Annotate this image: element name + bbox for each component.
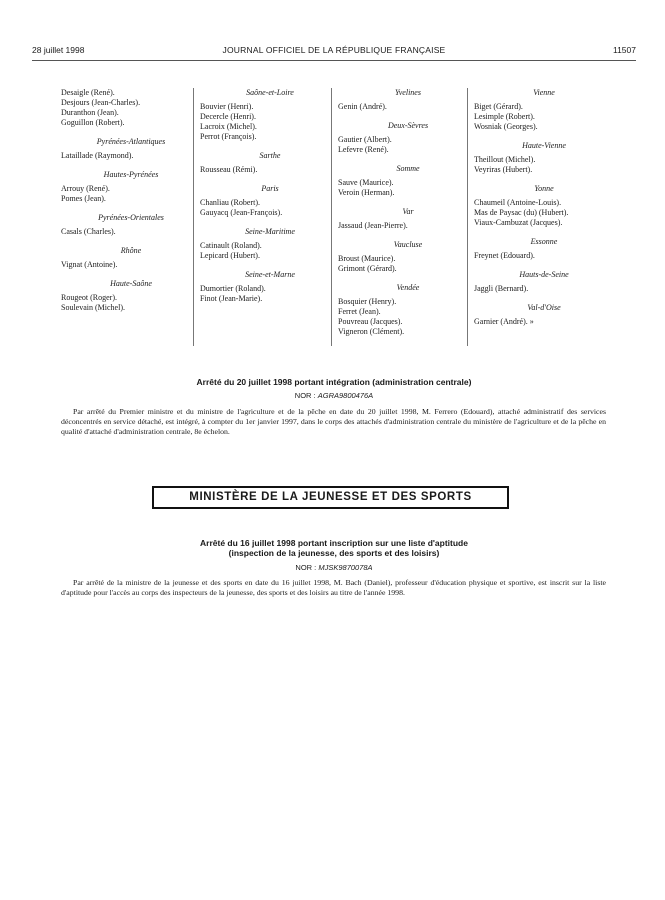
issue-date: 28 juillet 1998 (32, 45, 85, 55)
region-group (61, 279, 201, 313)
region-heading: Saône-et-Loire (246, 88, 294, 97)
person-name: Lefevre (René). (338, 145, 389, 154)
region-group (200, 151, 340, 175)
person-name: Pouvreau (Jacques). (338, 317, 403, 326)
region-heading: Vaucluse (393, 240, 423, 249)
person-name: Ferret (Jean). (338, 307, 381, 316)
person-name: Pomes (Jean). (61, 194, 106, 203)
arrete-title (32, 538, 636, 558)
region-group (200, 88, 340, 142)
region-heading: Somme (396, 164, 420, 173)
person-name: Duranthon (Jean). (61, 108, 119, 117)
region-heading: Seine-Maritime (245, 227, 295, 236)
header-rule (32, 60, 636, 61)
person-name: Freynet (Edouard). (474, 251, 535, 260)
person-name: Lepicard (Hubert). (200, 251, 260, 260)
person-name: Veroin (Herman). (338, 188, 395, 197)
region-heading: Vienne (533, 88, 555, 97)
region-group (338, 88, 478, 112)
person-name: Wosniak (Georges). (474, 122, 538, 131)
nor-code: AGRA9800476A (317, 391, 374, 400)
name-list-columns (32, 88, 636, 346)
name-column (338, 88, 478, 346)
name-column (474, 88, 614, 336)
region-group (61, 137, 201, 161)
region-heading: Paris (261, 184, 279, 193)
arrete-body: Par arrêté du Premier ministre et du ministre de l'agriculture et de la pêche en date du 20 juillet 1998, M. Ferrero (Edouard), attaché administratif des services déconcentrés en service détaché, est intégré, à compter du 1er janvier 1997, dans le corps des attachés d'administration centrale du ministère de l'agriculture et de la pêche en qualité d'attaché d'administration centrale, 8e échelon. (61, 407, 606, 436)
region-heading: Pyrénées-Orientales (98, 213, 164, 222)
region-heading: Rhône (120, 246, 142, 255)
person-name: Vignat (Antoine). (61, 260, 118, 269)
person-name: Dumortier (Roland). (200, 284, 266, 293)
page-header (32, 45, 636, 59)
page-number: 11507 (612, 45, 636, 55)
region-heading: Haute-Saône (110, 279, 152, 288)
arrete-title: Arrêté du 20 juillet 1998 portant intégration (administration centrale) (196, 377, 472, 387)
person-name: Decercle (Henri). (200, 112, 256, 121)
ministry-title: MINISTÈRE DE LA JEUNESSE ET DES SPORTS (189, 491, 472, 503)
arrete-title-line: (inspection de la jeunesse, des sports et des loisirs) (228, 548, 440, 558)
person-name: Rousseau (Rémi). (200, 165, 258, 174)
person-name: Jaggli (Bernard). (474, 284, 529, 293)
region-heading: Vendée (396, 283, 420, 292)
region-heading: Essonne (530, 237, 558, 246)
region-heading: Yonne (534, 184, 554, 193)
region-group (474, 303, 614, 327)
person-name: Mas de Paysac (du) (Hubert). (474, 208, 569, 217)
person-name: Veyriras (Hubert). (474, 165, 533, 174)
journal-title: JOURNAL OFFICIEL DE LA RÉPUBLIQUE FRANÇAISE (222, 45, 446, 55)
region-heading: Deux-Sèvres (387, 121, 429, 130)
region-group (61, 88, 201, 128)
person-name: Goguillon (Robert). (61, 118, 125, 127)
person-name: Broust (Maurice). (338, 254, 396, 263)
person-name: Catinault (Roland). (200, 241, 262, 250)
region-group (61, 170, 201, 204)
region-group (200, 184, 340, 218)
region-group (474, 184, 614, 228)
region-heading: Hauts-de-Seine (519, 270, 569, 279)
region-group (200, 270, 340, 304)
region-group (200, 227, 340, 261)
region-group (474, 88, 614, 132)
nor-reference (32, 391, 636, 400)
person-name: Perrot (François). (200, 132, 257, 141)
region-group (474, 141, 614, 175)
person-name: Viaux-Cambuzat (Jacques). (474, 218, 563, 227)
person-name: Bosquier (Henry). (338, 297, 397, 306)
person-name: Bouvier (Henri). (200, 102, 254, 111)
person-name: Sauve (Maurice). (338, 178, 394, 187)
person-name: Biget (Gérard). (474, 102, 523, 111)
region-group (61, 213, 201, 237)
nor-label: NOR : (294, 391, 316, 400)
ministry-banner (152, 486, 509, 509)
name-column (61, 88, 201, 322)
person-name: Gautier (Albert). (338, 135, 392, 144)
person-name: Desjours (Jean-Charles). (61, 98, 141, 107)
region-heading: Yvelines (395, 88, 421, 97)
person-name: Lacroix (Michel). (200, 122, 257, 131)
arrete-title-line: Arrêté du 16 juillet 1998 portant inscription sur une liste d'aptitude (200, 538, 468, 548)
region-heading: Haute-Vienne (522, 141, 566, 150)
person-name: Finot (Jean-Marie). (200, 294, 263, 303)
region-heading: Hautes-Pyrénées (103, 170, 159, 179)
nor-label: NOR : (295, 563, 317, 572)
person-name: Jassaud (Jean-Pierre). (338, 221, 408, 230)
person-name: Chaumeil (Antoine-Louis). (474, 198, 562, 207)
region-group (474, 237, 614, 261)
person-name: Lesimple (Robert). (474, 112, 535, 121)
region-group (338, 121, 478, 155)
region-heading: Sarthe (259, 151, 281, 160)
region-group (61, 246, 201, 270)
region-heading: Seine-et-Marne (245, 270, 295, 279)
person-name: Rougeot (Roger). (61, 293, 117, 302)
nor-code: MJSK9870078A (318, 563, 373, 572)
person-name: Garnier (André). » (474, 317, 534, 326)
nor-reference (32, 563, 636, 572)
region-group (338, 240, 478, 274)
region-group (338, 283, 478, 337)
region-heading: Var (402, 207, 414, 216)
person-name: Casals (Charles). (61, 227, 116, 236)
person-name: Soulevain (Michel). (61, 303, 125, 312)
person-name: Desaigle (René). (61, 88, 115, 97)
person-name: Gauyacq (Jean-François). (200, 208, 283, 217)
person-name: Genin (André). (338, 102, 387, 111)
person-name: Vigneron (Clément). (338, 327, 405, 336)
region-group (474, 270, 614, 294)
arrete-body: Par arrêté de la ministre de la jeunesse et des sports en date du 16 juillet 1998, M. Bach (Daniel), professeur d'éducation physique et sportive, est inscrit sur la liste d'aptitude pour l'accès au corps des inspecteurs de la jeunesse, des sports et des loisirs au titre de l'année 1998. (61, 578, 606, 597)
region-heading: Val-d'Oise (527, 303, 561, 312)
person-name: Theillout (Michel). (474, 155, 536, 164)
person-name: Arrouy (René). (61, 184, 110, 193)
person-name: Grimont (Gérard). (338, 264, 397, 273)
person-name: Lataillade (Raymond). (61, 151, 134, 160)
region-heading: Pyrénées-Atlantiques (96, 137, 166, 146)
person-name: Chanliau (Robert). (200, 198, 260, 207)
region-group (338, 207, 478, 231)
region-group (338, 164, 478, 198)
name-column (200, 88, 340, 313)
